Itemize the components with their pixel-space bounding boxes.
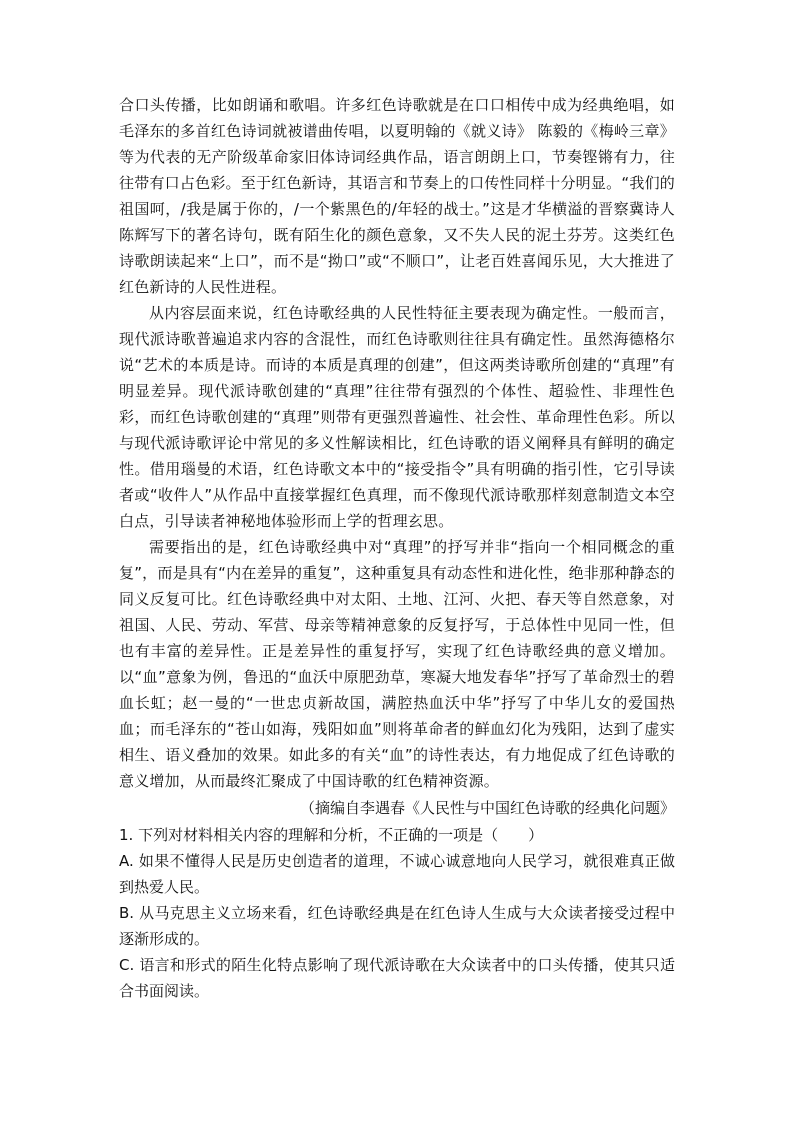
source-citation: （摘编自李遇春《人民性与中国红色诗歌的经典化问题》: [299, 799, 675, 817]
option-a: A. 如果不懂得人民是历史创造者的道理，不诚心诚意地向人民学习，就很难真正做到热爱人民。: [119, 852, 675, 896]
question-stem: 1. 下列对材料相关内容的理解和分析，不正确的一项是（ ）: [119, 826, 544, 844]
article-paragraph-3: 需要指出的是，红色诗歌经典中对“真理”的抒写并非“指向一个相同概念的重复”，而是具有“内在差异的重复”，这种重复具有动态性和进化性，绝非那种静态的同义反复可比。红色诗歌经典中对太阳、土地、江河、火把、春天等自然意象，对祖国、人民、劳动、军营、母亲等精神意象的反复抒写，于总体性中见同一性，但也有丰富的差异性。正是差异性的重复抒写，实现了红色诗歌经典的意义增加。以“血”意象为例，鲁迅的“血沃中原肥劲草，寒凝大地发春华”抒写了革命烈士的碧血长虹；赵一曼的“一世忠贞新故国，满腔热血沃中华”抒写了中华儿女的爱国热血；而毛泽东的“苍山如海，残阳如血”则将革命者的鲜血幻化为残阳，达到了虚实相生、语义叠加的效果。如此多的有关“血”的诗性表达，有力地促成了红色诗歌的意义增加，从而最终汇聚成了中国诗歌的红色精神资源。: [119, 538, 675, 790]
option-c: C. 语言和形式的陌生化特点影响了现代派诗歌在大众读者中的口头传播，使其只适合书面阅读。: [119, 956, 675, 1000]
option-b: B. 从马克思主义立场来看，红色诗歌经典是在红色诗人生成与大众读者接受过程中逐渐形成的。: [119, 904, 675, 948]
article-paragraph-1: 合口头传播，比如朗诵和歌唱。许多红色诗歌就是在口口相传中成为经典绝唱，如毛泽东的多首红色诗词就被谱曲传唱，以夏明翰的《就义诗》 陈毅的《梅岭三章》等为代表的无产阶级革命家旧体诗词经典作品，语言朗朗上口，节奏铿锵有力，往往带有口占色彩。至于红色新诗，其语言和节奏上的口传性同样十分明显。“我们的祖国呵，/我是属于你的，/一个紫黑色的/年轻的战士。”这是才华横溢的晋察冀诗人陈辉写下的著名诗句，既有陌生化的颜色意象，又不失人民的泥土芬芳。这类红色诗歌朗读起来“上口”，而不是“拗口”或“不顺口”，让老百姓喜闻乐见，大大推进了红色新诗的人民性进程。: [119, 96, 675, 296]
document-page: [119, 92, 675, 1004]
article-paragraph-2: 从内容层面来说，红色诗歌经典的人民性特征主要表现为确定性。一般而言，现代派诗歌普遍追求内容的含混性，而红色诗歌则往往具有确定性。虽然海德格尔说“艺术的本质是诗。而诗的本质是真理的创建”，但这两类诗歌所创建的“真理”有明显差异。现代派诗歌创建的“真理”往往带有强烈的个体性、超验性、非理性色彩，而红色诗歌创建的“真理”则带有更强烈普遍性、社会性、革命理性色彩。所以与现代派诗歌评论中常见的多义性解读相比，红色诗歌的语义阐释具有鲜明的确定性。借用瑙曼的术语，红色诗歌文本中的“接受指令”具有明确的指引性，它引导读者或“收件人”从作品中直接掌握红色真理，而不像现代派诗歌那样刻意制造文本空白点，引导读者神秘地体验形而上学的哲理玄思。: [119, 304, 675, 530]
